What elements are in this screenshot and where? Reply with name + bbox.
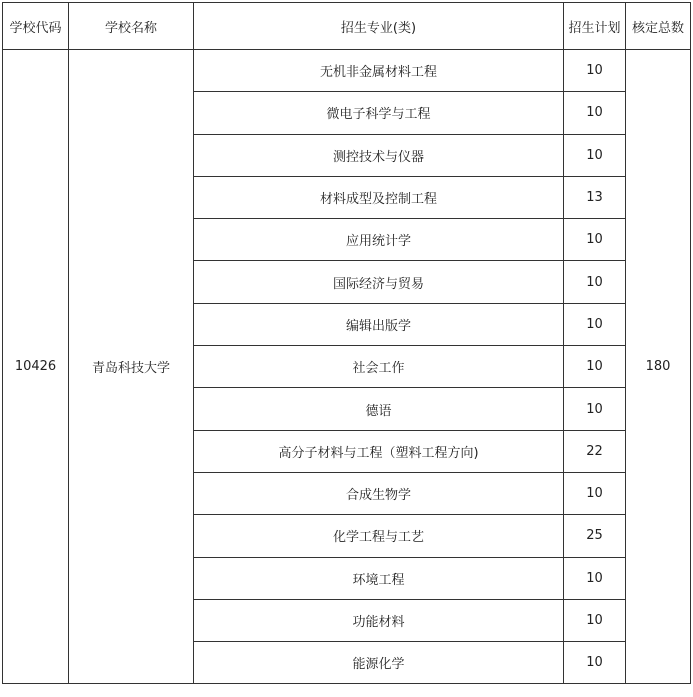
major-cell: 能源化学 <box>194 642 564 684</box>
major-cell: 应用统计学 <box>194 219 564 261</box>
plan-cell: 10 <box>564 642 626 684</box>
enrollment-table <box>2 2 691 684</box>
major-cell: 合成生物学 <box>194 472 564 514</box>
plan-cell: 10 <box>564 557 626 599</box>
plan-cell: 22 <box>564 430 626 472</box>
plan-cell: 10 <box>564 219 626 261</box>
major-cell: 材料成型及控制工程 <box>194 176 564 218</box>
table-row <box>3 50 691 92</box>
major-cell: 环境工程 <box>194 557 564 599</box>
header-major: 招生专业(类) <box>194 3 564 50</box>
major-cell: 化学工程与工艺 <box>194 515 564 557</box>
header-school-name: 学校名称 <box>69 3 194 50</box>
major-cell: 测控技术与仪器 <box>194 134 564 176</box>
major-cell: 无机非金属材料工程 <box>194 50 564 92</box>
plan-cell: 10 <box>564 134 626 176</box>
plan-cell: 10 <box>564 92 626 134</box>
major-cell: 社会工作 <box>194 346 564 388</box>
header-total: 核定总数 <box>626 3 691 50</box>
plan-cell: 10 <box>564 472 626 514</box>
plan-cell: 10 <box>564 303 626 345</box>
header-school-code: 学校代码 <box>3 3 69 50</box>
major-cell: 国际经济与贸易 <box>194 261 564 303</box>
school-name-cell: 青岛科技大学 <box>69 50 194 684</box>
header-row <box>3 3 691 50</box>
school-code-cell: 10426 <box>3 50 69 684</box>
plan-cell: 10 <box>564 261 626 303</box>
major-cell: 微电子科学与工程 <box>194 92 564 134</box>
major-cell: 编辑出版学 <box>194 303 564 345</box>
major-cell: 功能材料 <box>194 599 564 641</box>
major-cell: 高分子材料与工程（塑料工程方向) <box>194 430 564 472</box>
plan-cell: 10 <box>564 50 626 92</box>
plan-cell: 13 <box>564 176 626 218</box>
plan-cell: 10 <box>564 388 626 430</box>
plan-cell: 10 <box>564 346 626 388</box>
major-cell: 德语 <box>194 388 564 430</box>
plan-cell: 10 <box>564 599 626 641</box>
total-cell: 180 <box>626 50 691 684</box>
header-plan: 招生计划 <box>564 3 626 50</box>
plan-cell: 25 <box>564 515 626 557</box>
